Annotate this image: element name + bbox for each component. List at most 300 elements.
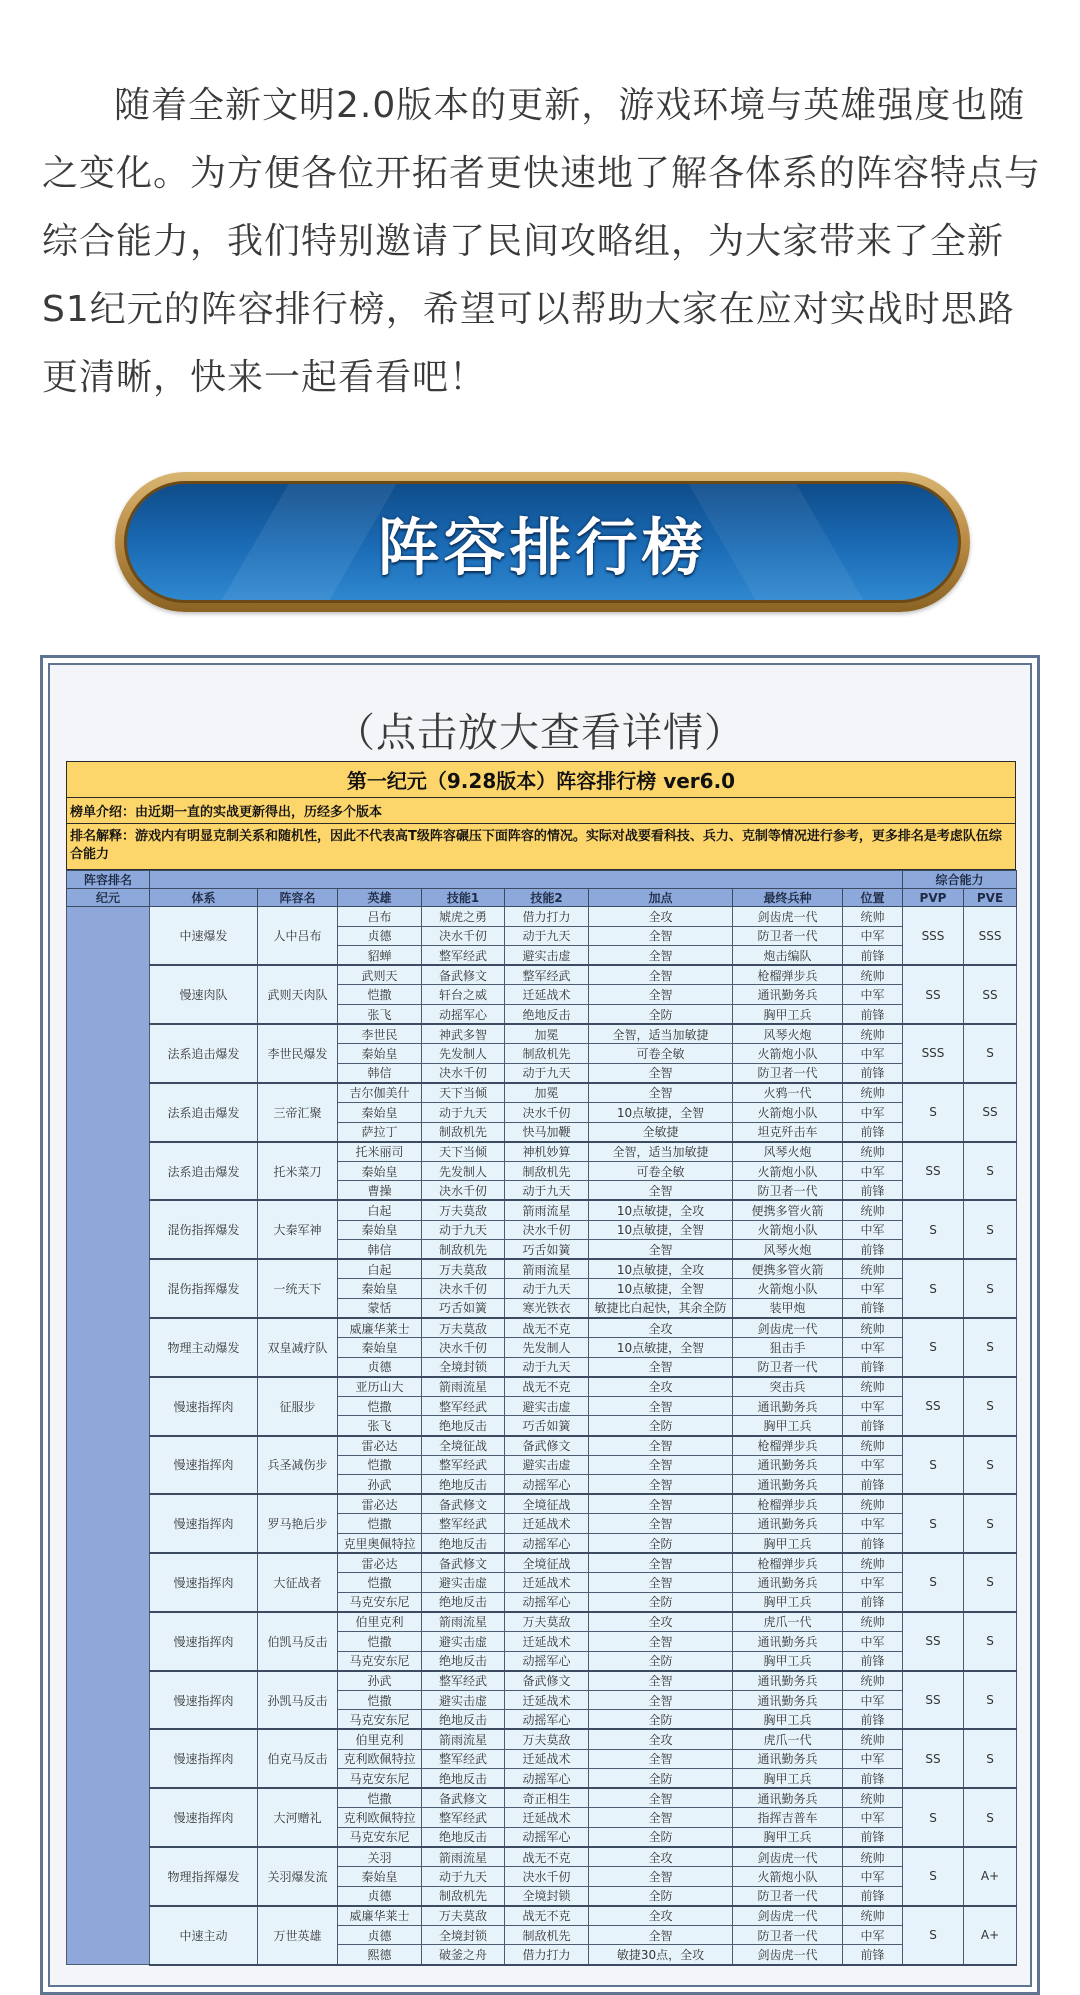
pve-rating: SS [964,965,1017,1024]
header-ability: 综合能力 [903,871,1017,889]
troop-cell: 炮击编队 [733,946,843,966]
skill1-cell: 箭雨流星 [422,1729,505,1749]
hero-cell: 贞德 [338,926,422,946]
hero-cell: 武则天 [338,965,422,985]
points-cell: 全智，适当加敏捷 [589,1142,733,1162]
position-cell: 中军 [843,926,903,946]
hero-cell: 孙武 [338,1671,422,1691]
position-cell: 统帅 [843,1200,903,1220]
position-cell: 统帅 [843,1024,903,1044]
skill1-cell: 决水千仞 [422,926,505,946]
system-cell: 法系追击爆发 [150,1083,258,1142]
pvp-rating: SSS [903,1024,964,1083]
lineup-name-cell: 大河赠礼 [258,1788,338,1847]
skill2-cell: 借力打力 [505,907,589,927]
lineup-name-cell: 伯克马反击 [258,1729,338,1788]
table-row [67,1847,1017,1867]
points-cell: 全智 [589,965,733,985]
points-cell: 全智 [589,1867,733,1887]
skill1-cell: 整军经武 [422,1514,505,1534]
position-cell: 统帅 [843,965,903,985]
troop-cell: 胸甲工兵 [733,1769,843,1789]
troop-cell: 剑齿虎一代 [733,1906,843,1926]
pve-rating: S [964,1612,1017,1671]
table-row [67,1377,1017,1397]
lineup-name-cell: 人中吕布 [258,907,338,966]
skill2-cell: 动摇军心 [505,1710,589,1730]
position-cell: 统帅 [843,907,903,927]
points-cell: 全防 [589,1534,733,1554]
skill1-cell: 绝地反击 [422,1769,505,1789]
system-cell: 混伤指挥爆发 [150,1259,258,1318]
position-cell: 中军 [843,1749,903,1769]
points-cell: 可卷全敏 [589,1044,733,1064]
points-cell: 10点敏捷，全攻 [589,1200,733,1220]
points-cell: 全智 [589,1475,733,1495]
hero-cell: 关羽 [338,1847,422,1867]
position-cell: 前锋 [843,1298,903,1318]
points-cell: 全智 [589,1749,733,1769]
points-cell: 10点敏捷，全智 [589,1220,733,1240]
position-cell: 前锋 [843,1122,903,1142]
position-cell: 中军 [843,1338,903,1358]
pvp-rating: S [903,1847,964,1906]
lineup-name-cell: 托米菜刀 [258,1142,338,1201]
position-cell: 中军 [843,1631,903,1651]
pvp-rating: S [903,1553,964,1612]
skill1-cell: 绝地反击 [422,1592,505,1612]
points-cell: 全防 [589,1769,733,1789]
position-cell: 中军 [843,1690,903,1710]
pvp-rating: S [903,1318,964,1377]
skill1-cell: 动于九天 [422,1867,505,1887]
troop-cell: 指挥吉普车 [733,1808,843,1828]
hero-cell: 克里奥佩特拉 [338,1534,422,1554]
skill1-cell: 备武修文 [422,1788,505,1808]
troop-cell: 便携多管火箭 [733,1259,843,1279]
pve-rating: S [964,1377,1017,1436]
skill2-cell: 战无不克 [505,1847,589,1867]
header-spacer [150,871,903,889]
points-cell: 全智 [589,1553,733,1573]
skill1-cell: 全境征战 [422,1436,505,1456]
skill1-cell: 先发制人 [422,1044,505,1064]
pvp-rating: SS [903,1729,964,1788]
system-cell: 中速主动 [150,1906,258,1965]
hero-cell: 秦始皇 [338,1161,422,1181]
hero-cell: 贞德 [338,1925,422,1945]
skill2-cell: 迁延战术 [505,1631,589,1651]
system-cell: 混伤指挥爆发 [150,1200,258,1259]
troop-cell: 火箭炮小队 [733,1044,843,1064]
pvp-rating: SS [903,965,964,1024]
troop-cell: 防卫者一代 [733,926,843,946]
hero-cell: 白起 [338,1259,422,1279]
skill2-cell: 加冕 [505,1024,589,1044]
points-cell: 全攻 [589,1729,733,1749]
troop-cell: 火箭炮小队 [733,1220,843,1240]
lineup-name-cell: 大秦军神 [258,1200,338,1259]
skill1-cell: 备武修文 [422,1494,505,1514]
hero-cell: 张飞 [338,1416,422,1436]
troop-cell: 风琴火炮 [733,1024,843,1044]
skill2-cell: 决水千仞 [505,1102,589,1122]
lineup-name-cell: 万世英雄 [258,1906,338,1965]
table-row [67,1612,1017,1632]
hero-cell: 秦始皇 [338,1279,422,1299]
troop-cell: 虎爪一代 [733,1729,843,1749]
points-cell: 全智 [589,1357,733,1377]
pve-rating: S [964,1024,1017,1083]
position-cell: 中军 [843,1396,903,1416]
skill2-cell: 迁延战术 [505,1808,589,1828]
hero-cell: 恺撒 [338,1690,422,1710]
troop-cell: 风琴火炮 [733,1240,843,1260]
hero-cell: 马克安东尼 [338,1651,422,1671]
skill1-cell: 全境封锁 [422,1925,505,1945]
position-cell: 前锋 [843,1357,903,1377]
position-cell: 前锋 [843,1063,903,1083]
hero-cell: 萨拉丁 [338,1122,422,1142]
skill1-cell: 绝地反击 [422,1416,505,1436]
position-cell: 统帅 [843,1259,903,1279]
pve-rating: S [964,1318,1017,1377]
table-row [67,1024,1017,1044]
pvp-rating: SS [903,1671,964,1730]
skill1-cell: 箭雨流星 [422,1847,505,1867]
table-row [67,1436,1017,1456]
pvp-rating: SS [903,1142,964,1201]
position-cell: 统帅 [843,1377,903,1397]
points-cell: 全防 [589,1592,733,1612]
points-cell: 全防 [589,1416,733,1436]
hero-cell: 熙德 [338,1945,422,1965]
pvp-rating: S [903,1788,964,1847]
troop-cell: 火鸦一代 [733,1083,843,1103]
position-cell: 统帅 [843,1612,903,1632]
position-cell: 统帅 [843,1729,903,1749]
skill2-cell: 动于九天 [505,1063,589,1083]
skill2-cell: 迁延战术 [505,1690,589,1710]
lineup-name-cell: 兵圣减伤步 [258,1436,338,1495]
points-cell: 全智，适当加敏捷 [589,1024,733,1044]
points-cell: 全智 [589,1690,733,1710]
pve-rating: S [964,1729,1017,1788]
hero-cell: 白起 [338,1200,422,1220]
pvp-rating: S [903,1259,964,1318]
position-cell: 中军 [843,1455,903,1475]
points-cell: 全智 [589,946,733,966]
skill2-cell: 全境征战 [505,1553,589,1573]
skill1-cell: 决水千仞 [422,1338,505,1358]
troop-cell: 剑齿虎一代 [733,1945,843,1965]
pvp-rating: SSS [903,907,964,966]
skill2-cell: 巧舌如簧 [505,1240,589,1260]
troop-cell: 通讯勤务兵 [733,1573,843,1593]
troop-cell: 火箭炮小队 [733,1279,843,1299]
pvp-rating: S [903,1494,964,1553]
points-cell: 全智 [589,1788,733,1808]
lineup-name-cell: 罗马艳后步 [258,1494,338,1553]
troop-cell: 剑齿虎一代 [733,1847,843,1867]
skill1-cell: 动于九天 [422,1102,505,1122]
position-cell: 中军 [843,985,903,1005]
pve-rating: SSS [964,907,1017,966]
system-cell: 物理指挥爆发 [150,1847,258,1906]
system-cell: 慢速肉队 [150,965,258,1024]
skill2-cell: 战无不克 [505,1906,589,1926]
hero-cell: 马克安东尼 [338,1827,422,1847]
pve-rating: S [964,1142,1017,1201]
intro-text [42,72,1042,412]
skill2-cell: 整军经武 [505,965,589,985]
hero-cell: 贞德 [338,1886,422,1906]
zoom-hint: （点击放大查看详情） [335,710,745,756]
troop-cell: 通讯勤务兵 [733,985,843,1005]
troop-cell: 通讯勤务兵 [733,1396,843,1416]
skill2-cell: 迁延战术 [505,1749,589,1769]
system-cell: 慢速指挥肉 [150,1612,258,1671]
pve-rating: S [964,1788,1017,1847]
skill2-cell: 动于九天 [505,1279,589,1299]
skill1-cell: 绝地反击 [422,1827,505,1847]
position-cell: 统帅 [843,1142,903,1162]
points-cell: 全智 [589,1181,733,1201]
system-cell: 慢速指挥肉 [150,1729,258,1788]
troop-cell: 胸甲工兵 [733,1534,843,1554]
lineup-name-cell: 孙凯马反击 [258,1671,338,1730]
ranking-banner [115,472,970,612]
lineup-table [66,870,1017,1966]
skill1-cell: 整军经武 [422,1808,505,1828]
skill2-cell: 避实击虚 [505,1455,589,1475]
table-row [67,907,1017,927]
troop-cell: 火箭炮小队 [733,1102,843,1122]
column-header-skill2: 技能2 [505,889,589,907]
skill2-cell: 奇正相生 [505,1788,589,1808]
position-cell: 中军 [843,1161,903,1181]
points-cell: 全攻 [589,1377,733,1397]
position-cell: 中军 [843,1044,903,1064]
position-cell: 前锋 [843,1416,903,1436]
skill2-cell: 避实击虚 [505,946,589,966]
position-cell: 统帅 [843,1847,903,1867]
points-cell: 10点敏捷，全智 [589,1102,733,1122]
hero-cell: 恺撒 [338,985,422,1005]
skill1-cell: 先发制人 [422,1161,505,1181]
position-cell: 中军 [843,1102,903,1122]
skill2-cell: 巧舌如簧 [505,1416,589,1436]
table-body [67,907,1017,1965]
troop-cell: 枪榴弹步兵 [733,965,843,985]
pve-rating: S [964,1494,1017,1553]
hero-cell: 恺撒 [338,1396,422,1416]
system-cell: 物理主动爆发 [150,1318,258,1377]
points-cell: 全攻 [589,907,733,927]
troop-cell: 通讯勤务兵 [733,1455,843,1475]
skill2-cell: 箭雨流星 [505,1200,589,1220]
lineup-name-cell: 三帝汇聚 [258,1083,338,1142]
column-header-era: 纪元 [67,889,150,907]
points-cell: 全智 [589,1631,733,1651]
troop-cell: 通讯勤务兵 [733,1788,843,1808]
points-cell: 全智 [589,1573,733,1593]
skill2-cell: 迁延战术 [505,1573,589,1593]
table-row [67,965,1017,985]
skill1-cell: 绝地反击 [422,1475,505,1495]
skill1-cell: 箭雨流星 [422,1377,505,1397]
hero-cell: 吉尔伽美什 [338,1083,422,1103]
skill1-cell: 天下当倾 [422,1142,505,1162]
troop-cell: 通讯勤务兵 [733,1671,843,1691]
skill1-cell: 轩台之威 [422,985,505,1005]
points-cell: 敏捷30点，全攻 [589,1945,733,1965]
troop-cell: 枪榴弹步兵 [733,1494,843,1514]
pve-rating: S [964,1553,1017,1612]
position-cell: 统帅 [843,1906,903,1926]
position-cell: 前锋 [843,946,903,966]
points-cell: 全防 [589,1004,733,1024]
pvp-rating: SS [903,1612,964,1671]
skill2-cell: 神机妙算 [505,1142,589,1162]
troop-cell: 火箭炮小队 [733,1161,843,1181]
troop-cell: 防卫者一代 [733,1925,843,1945]
points-cell: 全智 [589,1514,733,1534]
troop-cell: 便携多管火箭 [733,1200,843,1220]
position-cell: 前锋 [843,1534,903,1554]
pve-rating: S [964,1671,1017,1730]
pvp-rating: S [903,1906,964,1965]
points-cell: 全智 [589,1063,733,1083]
hero-cell: 恺撒 [338,1514,422,1534]
ranking-image-inner [48,663,1032,1987]
header-rank: 阵容排名 [67,871,150,889]
skill1-cell: 决水千仞 [422,1063,505,1083]
position-cell: 中军 [843,1867,903,1887]
skill1-cell: 箭雨流星 [422,1612,505,1632]
lineup-name-cell: 武则天肉队 [258,965,338,1024]
hero-cell: 张飞 [338,1004,422,1024]
table-row [67,1318,1017,1338]
pve-rating: S [964,1259,1017,1318]
hero-cell: 韩信 [338,1063,422,1083]
points-cell: 全攻 [589,1906,733,1926]
banner-title: 阵容排行榜 [377,510,708,584]
skill1-cell: 天下当倾 [422,1083,505,1103]
skill2-cell: 动摇军心 [505,1651,589,1671]
era-cell [67,907,150,1965]
skill2-cell: 制敌机先 [505,1925,589,1945]
ranking-sheet [66,761,1016,1966]
table-row [67,1788,1017,1808]
column-header-system: 体系 [150,889,258,907]
hero-cell: 恺撒 [338,1788,422,1808]
hero-cell: 雷必达 [338,1494,422,1514]
skill1-cell: 备武修文 [422,1553,505,1573]
skill1-cell: 制敌机先 [422,1240,505,1260]
points-cell: 10点敏捷，全智 [589,1279,733,1299]
troop-cell: 突击兵 [733,1377,843,1397]
points-cell: 全攻 [589,1318,733,1338]
troop-cell: 胸甲工兵 [733,1592,843,1612]
troop-cell: 胸甲工兵 [733,1004,843,1024]
skill1-cell: 整军经武 [422,1671,505,1691]
position-cell: 前锋 [843,1475,903,1495]
points-cell: 全智 [589,926,733,946]
troop-cell: 通讯勤务兵 [733,1631,843,1651]
pve-rating: S [964,1436,1017,1495]
pvp-rating: SS [903,1377,964,1436]
troop-cell: 胸甲工兵 [733,1651,843,1671]
ranking-image[interactable] [40,655,1040,1995]
skill2-cell: 动摇军心 [505,1534,589,1554]
troop-cell: 胸甲工兵 [733,1416,843,1436]
troop-cell: 狙击手 [733,1338,843,1358]
position-cell: 前锋 [843,1004,903,1024]
position-cell: 统帅 [843,1436,903,1456]
skill2-cell: 寒光铁衣 [505,1298,589,1318]
pve-rating: SS [964,1083,1017,1142]
skill2-cell: 动摇军心 [505,1769,589,1789]
skill1-cell: 制敌机先 [422,1122,505,1142]
hero-cell: 恺撒 [338,1455,422,1475]
skill1-cell: 巧舌如簧 [422,1298,505,1318]
pvp-rating: S [903,1436,964,1495]
skill1-cell: 避实击虚 [422,1690,505,1710]
points-cell: 10点敏捷，全攻 [589,1259,733,1279]
pve-rating: S [964,1200,1017,1259]
skill2-cell: 动摇军心 [505,1475,589,1495]
position-cell: 中军 [843,1514,903,1534]
pve-rating: A+ [964,1847,1017,1906]
points-cell: 全智 [589,1436,733,1456]
hero-cell: 恺撒 [338,1573,422,1593]
skill1-cell: 整军经武 [422,1396,505,1416]
troop-cell: 剑齿虎一代 [733,907,843,927]
position-cell: 统帅 [843,1788,903,1808]
skill1-cell: 全境封锁 [422,1357,505,1377]
position-cell: 前锋 [843,1827,903,1847]
skill2-cell: 万夫莫敌 [505,1612,589,1632]
column-header-lineup-name: 阵容名 [258,889,338,907]
troop-cell: 防卫者一代 [733,1357,843,1377]
skill2-cell: 加冕 [505,1083,589,1103]
skill1-cell: 万夫莫敌 [422,1906,505,1926]
position-cell: 统帅 [843,1494,903,1514]
troop-cell: 装甲炮 [733,1298,843,1318]
skill1-cell: 绝地反击 [422,1651,505,1671]
hero-cell: 秦始皇 [338,1102,422,1122]
points-cell: 敏捷比白起快，其余全防 [589,1298,733,1318]
hero-cell: 马克安东尼 [338,1769,422,1789]
system-cell: 慢速指挥肉 [150,1436,258,1495]
skill2-cell: 全境封锁 [505,1886,589,1906]
skill2-cell: 动于九天 [505,926,589,946]
skill1-cell: 绝地反击 [422,1534,505,1554]
points-cell: 全智 [589,985,733,1005]
skill1-cell: 万夫莫敌 [422,1318,505,1338]
points-cell: 全智 [589,1494,733,1514]
table-row [67,1083,1017,1103]
position-cell: 统帅 [843,1318,903,1338]
points-cell: 全防 [589,1651,733,1671]
hero-cell: 雷必达 [338,1436,422,1456]
points-cell: 全智 [589,1808,733,1828]
skill2-cell: 动摇军心 [505,1592,589,1612]
skill1-cell: 制敌机先 [422,1886,505,1906]
hero-cell: 克利欧佩特拉 [338,1808,422,1828]
pvp-rating: S [903,1200,964,1259]
